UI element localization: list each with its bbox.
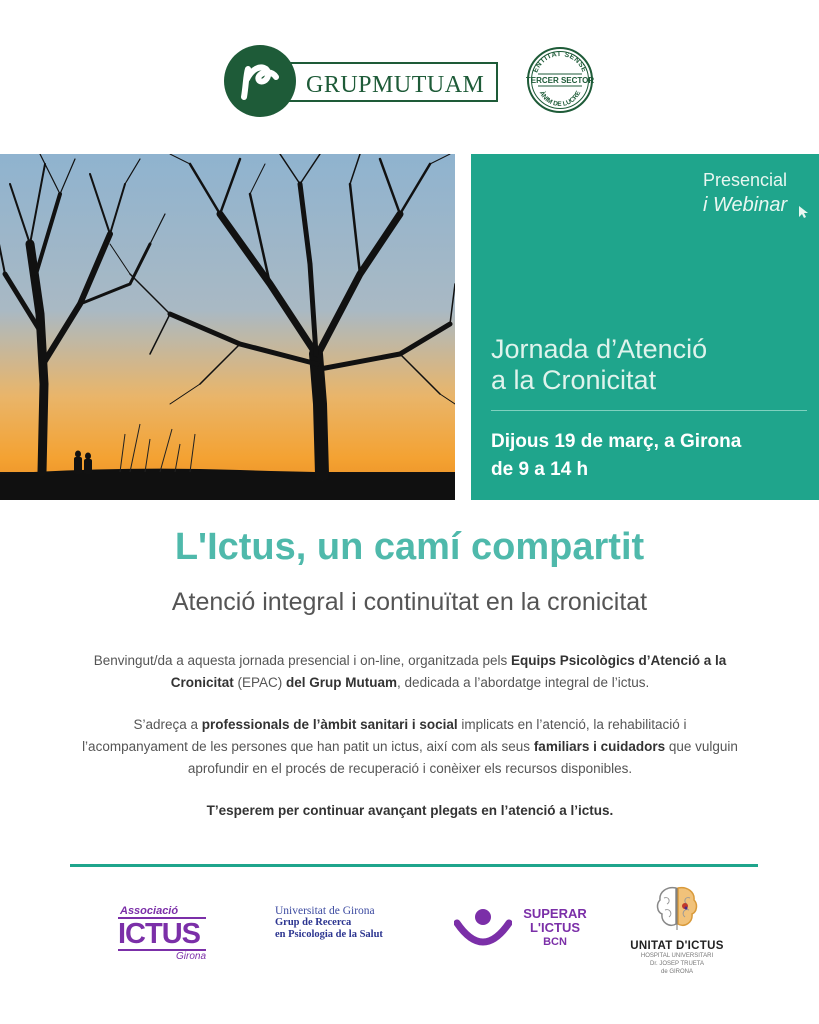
hero-photo-trees-sunset [0,154,455,500]
intro-paragraph-2: S’adreça a professionals de l’àmbit sanitari i social implicats en l’atenció, la rehabilitació i l’acompanyament de les persones que han patit un ictus, així com als seus familiars i cuidadors que vulguin aprofundir en el procés de recuperació i conèixer els recursos disponibles. [82,717,738,776]
mode-label-presencial: Presencial [703,170,788,190]
grup-mutuam-wordmark: GRUPMUTUAM [306,72,485,98]
associacio-ictus-girona-logo: Associació ICTUS Girona [118,905,206,962]
page-subtitle: Atenció integral i continuïtat en la cronicitat [171,588,648,616]
svg-text:TERCER SECTOR: TERCER SECTOR [526,76,594,85]
tercer-sector-seal-icon [526,46,594,114]
svg-text:ÀNIM DE LUCRE: ÀNIM DE LUCRE [537,89,583,109]
cursor-icon [798,205,808,219]
panel-divider [491,410,807,411]
unitat-ictus-trueta-logo: UNITAT D'ICTUS HOSPITAL UNIVERSITARI Dr. JOSEP TRUETA de GIRONA [630,940,724,975]
footer-divider [70,864,758,867]
brain-icon [655,884,699,932]
superar-ictus-figure-icon [454,905,512,953]
event-title: Jornada d’Atenció a la Cronicitat [491,334,708,395]
event-date: Dijous 19 de març, a Girona de 9 a 14 h [491,431,742,480]
universitat-girona-logo: Universitat de Girona Grup de Recerca en Psicologia de la Salut [275,905,383,940]
intro-paragraph-1: Benvingut/da a aquesta jornada presencial i on-line, organitzada pels Equips Psicològics d’Atenció a la Cronicitat (EPAC) del Grup Mutuam, dedicada a l’abordatge integral de l’ictus. [93,653,727,690]
superar-ictus-bcn-logo: SUPERAR L'ICTUS BCN [523,906,587,948]
intro-closing: T’esperem per continuar avançant plegats en l’atenció a l’ictus. [206,803,614,818]
svg-text:ENTITAT SENSE: ENTITAT SENSE [532,50,588,74]
page-title: L'Ictus, un camí compartit [174,526,645,568]
intro-text [80,650,740,842]
mode-label-webinar: i Webinar [703,194,788,216]
